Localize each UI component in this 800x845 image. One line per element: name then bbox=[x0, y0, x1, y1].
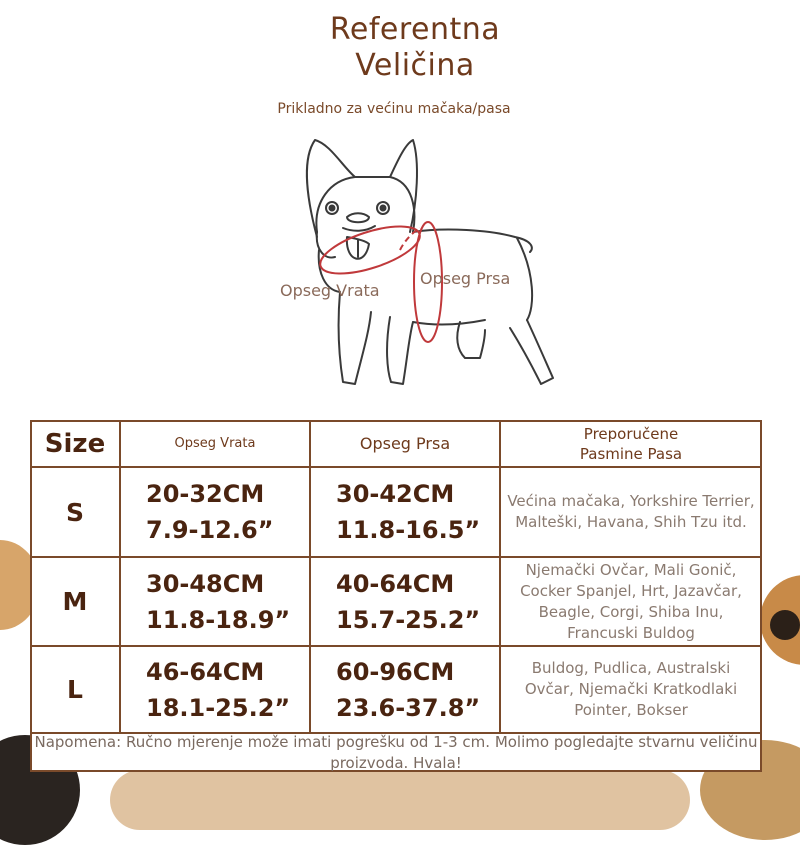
row-s-chest-cm: 30-42CM bbox=[336, 480, 455, 508]
row-m-neck-in: 11.8-18.9” bbox=[146, 605, 291, 634]
title-line-2: Veličina bbox=[355, 48, 475, 83]
row-m-chest bbox=[336, 557, 500, 646]
row-s-chest bbox=[336, 467, 500, 557]
header-breeds-line-2: Pasmine Pasa bbox=[579, 444, 683, 463]
row-l-breeds: Buldog, Pudlica, Australski Ovčar, Njemački Kratkodlaki Pointer, Bokser bbox=[524, 659, 738, 719]
header-recommended-breeds bbox=[500, 420, 762, 467]
row-m-chest-in: 15.7-25.2” bbox=[336, 605, 481, 634]
page-subtitle: Prikladno za većinu mačaka/pasa bbox=[277, 101, 511, 117]
row-m-neck bbox=[146, 557, 310, 646]
row-m-neck-cm: 30-48CM bbox=[146, 569, 265, 598]
row-l-neck bbox=[146, 646, 310, 733]
row-s-size: S bbox=[65, 497, 84, 527]
dog-photo-right-dark bbox=[770, 610, 800, 640]
row-l-chest bbox=[336, 646, 500, 733]
row-l-chest-in: 23.6-37.8” bbox=[336, 693, 481, 722]
row-s-neck-cm: 20-32CM bbox=[146, 480, 265, 508]
row-s-neck-in: 7.9-12.6” bbox=[146, 516, 274, 544]
french-bulldog-illustration bbox=[295, 132, 565, 394]
row-l-neck-cm: 46-64CM bbox=[146, 657, 265, 686]
row-m-size: M bbox=[62, 587, 88, 616]
title-line-1: Referentna bbox=[329, 12, 501, 47]
row-s-neck bbox=[146, 467, 310, 557]
row-s-chest-in: 11.8-16.5” bbox=[336, 516, 481, 544]
row-s-breeds: Većina mačaka, Yorkshire Terrier, Malteški, Havana, Shih Tzu itd. bbox=[507, 492, 755, 531]
chest-girth-label: Opseg Prsa bbox=[420, 269, 511, 288]
row-m-breeds: Njemački Ovčar, Mali Gonič, Cocker Spanjel, Hrt, Jazavčar, Beagle, Corgi, Shiba Inu, Francuski Buldog bbox=[520, 560, 742, 642]
neck-measure-ring bbox=[315, 217, 425, 283]
header-size: Size bbox=[44, 428, 106, 459]
row-m-chest-cm: 40-64CM bbox=[336, 569, 455, 598]
header-chest-girth: Opseg Prsa bbox=[359, 434, 451, 453]
header-neck-girth: Opseg Vrata bbox=[174, 436, 256, 451]
page-title bbox=[0, 12, 800, 84]
size-table bbox=[30, 420, 762, 772]
row-l-chest-cm: 60-96CM bbox=[336, 657, 455, 686]
row-l-size: L bbox=[67, 675, 83, 704]
measurement-note: Napomena: Ručno mjerenje može imati pogrešku od 1-3 cm. Molimo pogledajte stvarnu veličinu proizvoda. Hvala! bbox=[34, 733, 758, 772]
header-breeds-line-1: Preporučene bbox=[583, 424, 679, 443]
neck-girth-label: Opseg Vrata bbox=[280, 281, 380, 300]
row-l-neck-in: 18.1-25.2” bbox=[146, 693, 291, 722]
pet-paws-bottom bbox=[110, 770, 690, 830]
